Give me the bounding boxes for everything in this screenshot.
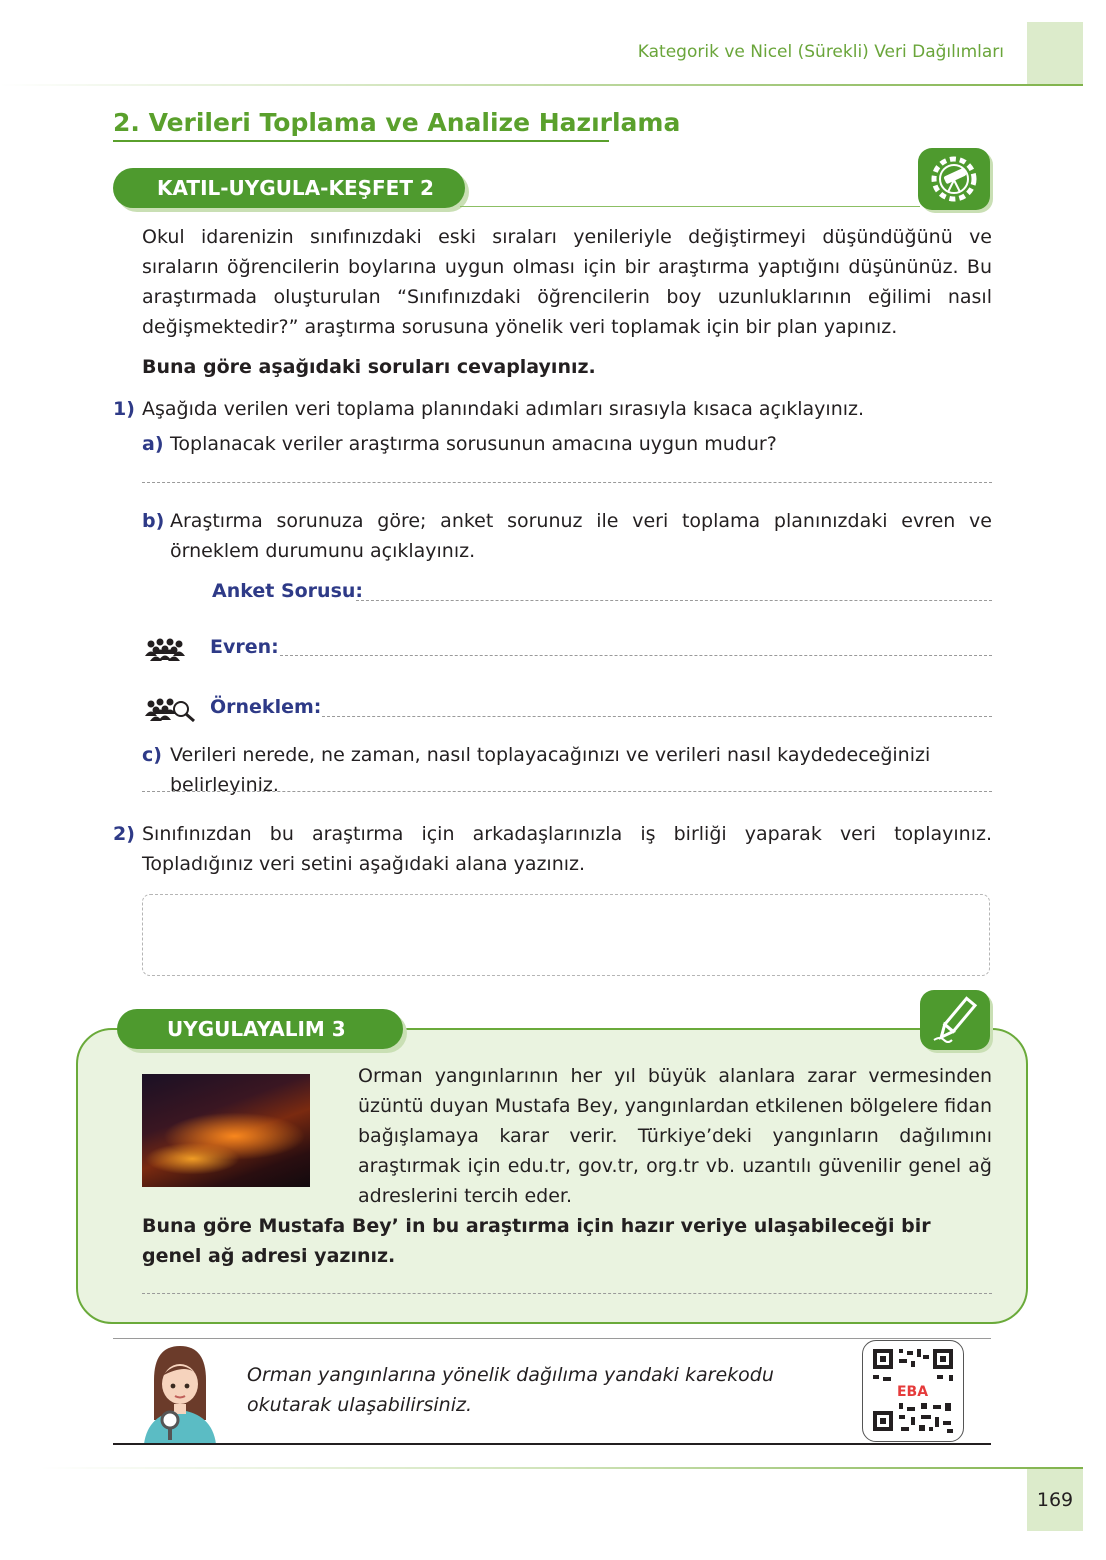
question-1-text: Aşağıda verilen veri toplama planındaki adımları sırasıyla kısaca açıklayınız. <box>142 398 865 420</box>
dataset-answer-box[interactable] <box>142 894 990 976</box>
section-title: 2. Verileri Toplama ve Analize Hazırlama <box>113 108 681 137</box>
question-1a-text: Toplanacak veriler araştırma sorusunun amacına uygun mudur? <box>170 433 777 455</box>
answer-line-1c[interactable] <box>142 791 992 792</box>
activity-rule <box>460 206 920 207</box>
qr-code[interactable] <box>862 1340 964 1442</box>
header-rule <box>0 84 1083 86</box>
sample-line[interactable] <box>322 716 992 717</box>
intro-paragraph: Okul idarenizin sınıfınızdaki eski sıraları yenileriyle değiştirmeyi düşündüğünü ve sıraların öğrencilerin boylarına uygun olması için bir araştırma yaptığını düşününüz. Bu araştırmada oluşturulan “Sınıfınızdaki öğrencilerin boy uzunluklarının eğilimi nasıl değişmektedir?” araştırma sorusuna yönelik veri toplamak için bir plan yapınız. <box>142 226 992 338</box>
pencil-icon <box>920 990 990 1050</box>
question-1b-text: Araştırma sorunuza göre; anket sorunuz ile veri toplama planınızdaki evren ve örneklem durumunu açıklayınız. <box>170 510 992 562</box>
telescope-gear-icon <box>918 148 990 210</box>
note-text: Orman yangınlarına yönelik dağılıma yandaki karekodu okutarak ulaşabilirsiniz. <box>247 1364 774 1416</box>
question-1b-letter: b) <box>142 510 165 532</box>
answer-line-1a[interactable] <box>142 482 992 483</box>
sample-label: Örneklem: <box>210 696 322 718</box>
question-1c-text: Verileri nerede, ne zaman, nasıl toplayacağınızı ve verileri nasıl kaydedeceğinizi belirleyiniz. <box>170 744 931 796</box>
chapter-title: Kategorik ve Nicel (Sürekli) Veri Dağılımları <box>637 42 1004 62</box>
scenario-text: Orman yangınlarının her yıl büyük alanlara zarar vermesinden üzüntü duyan Mustafa Bey, yangınlardan etkilenen bölgelere fidan bağışlamaya karar verir. Türkiye’deki yangınların dağılımını araştırmak için edu.tr, gov.tr, org.tr vb. uzantılı güvenilir genel ağ adreslerini tercih eder. <box>358 1065 992 1207</box>
question-2-number: 2) <box>113 823 135 845</box>
page-number: 169 <box>1027 1469 1083 1531</box>
question-1a-letter: a) <box>142 433 164 455</box>
activity-label-katil: KATIL-UYGULA-KEŞFET 2 <box>113 168 465 208</box>
activity-label-uygulayalim: UYGULAYALIM 3 <box>117 1009 403 1049</box>
instruction-text: Buna göre aşağıdaki soruları cevaplayınız. <box>142 356 596 378</box>
population-icon <box>144 636 186 662</box>
survey-question-line[interactable] <box>356 600 992 601</box>
note-top-rule <box>113 1338 991 1339</box>
section-title-underline <box>113 140 609 142</box>
population-line[interactable] <box>280 655 992 656</box>
forest-fire-image <box>142 1074 310 1187</box>
sample-icon <box>144 696 196 722</box>
question-2-text: Sınıfınızdan bu araştırma için arkadaşlarınızla iş birliği yaparak veri toplayınız. Topladığınız veri setini aşağıdaki alana yazınız. <box>142 823 992 875</box>
question-1c-letter: c) <box>142 744 162 766</box>
survey-question-label: Anket Sorusu: <box>212 580 364 602</box>
footer-rule <box>40 1467 1083 1469</box>
answer-line-web-address[interactable] <box>142 1293 992 1294</box>
header-tab <box>1027 22 1083 84</box>
qr-label: EBA <box>896 1384 929 1400</box>
question-1-number: 1) <box>113 398 135 420</box>
note-bottom-rule <box>113 1443 991 1445</box>
student-avatar <box>140 1340 220 1444</box>
scenario-question: Buna göre Mustafa Bey’ in bu araştırma için hazır veriye ulaşabileceği bir genel ağ adresi yazınız. <box>142 1215 931 1267</box>
population-label: Evren: <box>210 636 279 658</box>
